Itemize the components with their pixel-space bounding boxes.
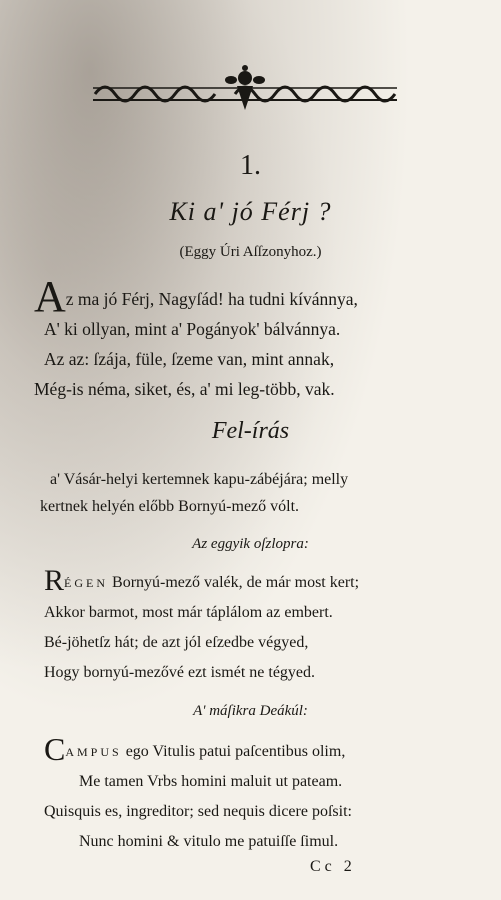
inscription-hungarian [44, 566, 484, 688]
drop-cap: C [44, 731, 66, 767]
poem-line: A' ki ollyan, mint a' Pogányok' bálvánnya. [44, 319, 341, 339]
poem-line: Akkor barmot, most már táplálom az embert. [44, 604, 333, 621]
drop-cap: A [34, 272, 66, 321]
poem-body [34, 272, 474, 404]
poem-line: Me tamen Vrbs homini maluit ut pateam. [79, 773, 343, 790]
inscription-heading-latin: A' máſikra Deákúl: [193, 703, 308, 719]
poem-title: Ki a' jó Férj ? [169, 197, 332, 226]
poem-line: Quisquis es, ingreditor; sed nequis dicere poſsit: [44, 803, 352, 820]
poem-line: RÉGEN Bornyú-mező valék, de már most kert; [44, 564, 360, 597]
poem-line: Bé-jöhetſz hát; de azt jól eſzedbe végyed, [44, 634, 309, 651]
inscription-heading: Az eggyik oſzlopra: [192, 536, 309, 552]
section-intro [40, 466, 470, 520]
poem-line: Az ma jó Férj, Nagyſád! ha tudni kívánnya, [34, 272, 358, 321]
poem-line: Nunc homini & vitulo me patuiſſe ſimul. [79, 833, 339, 850]
intro-line: a' Vásár-helyi kertemnek kapu-zábéjára; melly [50, 471, 349, 488]
inscription-latin [44, 731, 484, 857]
poem-line: CAMPUS ego Vitulis patui paſcentibus olim, [44, 731, 346, 767]
drop-cap: R [44, 564, 65, 597]
intro-line: kertnek helyén előbb Bornyú-mező vólt. [40, 498, 300, 515]
section-title: Fel-írás [211, 418, 290, 444]
decorative-scroll-vignette [85, 62, 405, 122]
printer-signature: Cc 2 [310, 858, 356, 875]
poem-dedication: (Eggy Úri Aſſzonyhoz.) [179, 244, 322, 260]
poem-line: Az az: ſzája, füle, ſzeme van, mint annak, [44, 349, 335, 369]
poem-line: Hogy bornyú-mezővé ezt ismét ne tégyed. [44, 664, 316, 681]
poem-line: Még-is néma, siket, és, a' mi leg-több, vak. [34, 379, 335, 399]
poem-number: 1. [240, 150, 261, 181]
